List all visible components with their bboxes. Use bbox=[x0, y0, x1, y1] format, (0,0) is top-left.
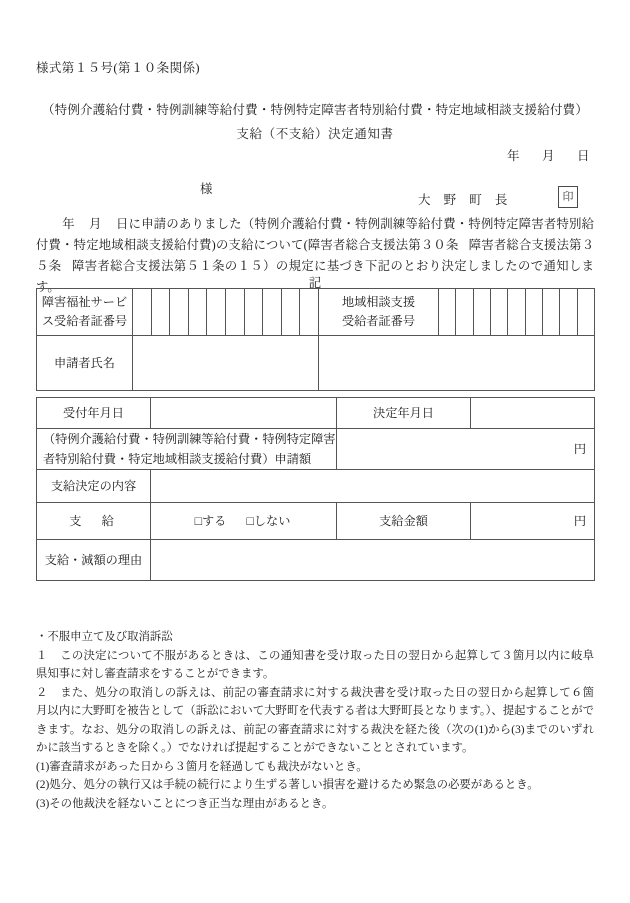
digit-cell[interactable] bbox=[560, 289, 577, 335]
digit-cell[interactable] bbox=[456, 289, 473, 335]
appeal-notice-sub-3: (3)その他裁決を経ないことにつき正当な理由があるとき。 bbox=[36, 797, 334, 810]
title-line-1: （特例介護給付費・特例訓練等給付費・特例特定障害者特別給付費・特定地域相談支援給付費） bbox=[41, 103, 589, 117]
label-receipt-date: 受付年月日 bbox=[37, 398, 151, 429]
table-row-applicant-name bbox=[37, 336, 595, 391]
receipt-date-value[interactable] bbox=[151, 398, 337, 429]
digit-cell[interactable] bbox=[226, 289, 245, 335]
decision-date-value[interactable] bbox=[471, 398, 595, 429]
digit-cell[interactable] bbox=[189, 289, 208, 335]
label-claim-amount bbox=[37, 429, 337, 470]
ki-mark: 記 bbox=[308, 276, 322, 290]
payment-choice-group[interactable] bbox=[151, 503, 337, 540]
title-block bbox=[0, 100, 630, 142]
issue-date-line bbox=[507, 146, 590, 164]
label-regional-recipient-number-line1: 地域相談支援 bbox=[341, 295, 416, 309]
appeal-item-2-number: ２ bbox=[36, 686, 48, 699]
digit-cell[interactable] bbox=[300, 289, 318, 335]
digit-cell[interactable] bbox=[543, 289, 560, 335]
body-para-text-2: 障害者総合支援法第３５条 bbox=[36, 238, 594, 273]
digit-cell[interactable] bbox=[263, 289, 282, 335]
payment-checkbox-yes[interactable]: □する bbox=[194, 513, 227, 528]
addressee-suffix: 様 bbox=[200, 182, 213, 196]
body-para-year: 年 bbox=[62, 217, 75, 231]
label-claim-amount-line2: 者特別給付費・特定地域相談支援給付費）申請額 bbox=[43, 452, 312, 466]
service-recipient-number-input[interactable] bbox=[133, 289, 319, 336]
body-para-text-3: 障害者総合支援法第５１条の１５）の規定に基づき下記のとおり決定しましたので通知します。 bbox=[36, 259, 594, 294]
digit-cell[interactable] bbox=[474, 289, 491, 335]
title-line-2: 支給（不支給）決定通知書 bbox=[236, 127, 394, 141]
payment-amount-unit: 円 bbox=[573, 513, 586, 528]
issuer-name: 大 野 町 長 bbox=[418, 193, 513, 207]
regional-recipient-number-input[interactable] bbox=[439, 289, 595, 336]
payment-checkbox-no[interactable]: □しない bbox=[246, 513, 291, 528]
body-para-month: 月 bbox=[88, 217, 102, 231]
appeal-notice-item-1 bbox=[36, 647, 594, 684]
label-regional-recipient-number-line2: 受給者証番号 bbox=[341, 314, 416, 328]
label-decision-content: 支給決定の内容 bbox=[37, 470, 151, 503]
table-row-claim-amount bbox=[37, 429, 595, 470]
claim-amount-value[interactable] bbox=[337, 429, 595, 470]
label-reduction-reason: 支給・減額の理由 bbox=[37, 540, 151, 581]
table-row-reduction-reason bbox=[37, 540, 595, 581]
appeal-item-2-text: また、処分の取消しの訴えは、前記の審査請求に対する裁決書を受け取った日の翌日から起算して６箇月以内に大野町を被告として（訴訟において大野町を代表する者は大野町長となります。）、提起することができます。なお、処分の取消しの訴えは、前記の審査請求に対する裁決を経た後（次の(1)から(3)までのいずれかに該当するときを除く。）でなければ提起することができないこととされています。 bbox=[36, 686, 594, 754]
form-number: 様式第１５号(第１０条関係) bbox=[36, 61, 200, 75]
table-row-payment bbox=[37, 503, 595, 540]
digit-cell[interactable] bbox=[439, 289, 456, 335]
payment-amount-value[interactable] bbox=[471, 503, 595, 540]
digit-cell[interactable] bbox=[207, 289, 226, 335]
label-regional-recipient-number bbox=[319, 289, 439, 336]
label-claim-amount-line1: （特例介護給付費・特例訓練等給付費・特例特定障害 bbox=[43, 432, 336, 446]
appeal-notice-heading: ・不服申立て及び取消訴訟 bbox=[36, 631, 173, 643]
issue-date-month: 月 bbox=[541, 149, 555, 163]
issue-date-day: 日 bbox=[576, 149, 590, 163]
recipient-table bbox=[36, 288, 595, 391]
appeal-notice-section bbox=[36, 628, 594, 813]
label-service-recipient-number bbox=[37, 289, 133, 336]
table-row-dates bbox=[37, 398, 595, 429]
label-service-recipient-number-line2: ス受給者証番号 bbox=[41, 314, 128, 328]
body-para-text-1: 日に申請のありました（特例介護給付費・特例訓練等給付費・特例特定障害者特別給付費・特定地域相談支援給付費)の支給について(障害者総合支援法第３０条 bbox=[36, 217, 594, 252]
label-applicant-name: 申請者氏名 bbox=[37, 336, 133, 391]
decision-content-value[interactable] bbox=[151, 470, 595, 503]
appeal-item-1-number: １ bbox=[36, 649, 48, 662]
label-payment bbox=[37, 503, 151, 540]
digit-cell[interactable] bbox=[245, 289, 264, 335]
applicant-name-value-left[interactable] bbox=[133, 336, 319, 391]
digit-cell[interactable] bbox=[152, 289, 171, 335]
digit-cell[interactable] bbox=[526, 289, 543, 335]
regional-recipient-number-digits bbox=[439, 289, 594, 335]
digit-cell[interactable] bbox=[578, 289, 594, 335]
label-decision-date: 決定年月日 bbox=[337, 398, 471, 429]
service-recipient-number-digits bbox=[133, 289, 318, 335]
digit-cell[interactable] bbox=[508, 289, 525, 335]
decision-table bbox=[36, 397, 595, 581]
applicant-name-value-right[interactable] bbox=[319, 336, 595, 391]
appeal-notice-item-2 bbox=[36, 684, 594, 758]
table-row-recipient-numbers bbox=[37, 289, 595, 336]
seal-stamp-box: 印 bbox=[558, 186, 578, 208]
appeal-notice-sub-1: (1)審査請求があった日から３箇月を経過しても裁決がないとき。 bbox=[36, 760, 368, 773]
table-row-decision-content bbox=[37, 470, 595, 503]
label-service-recipient-number-line1: 障害福祉サービ bbox=[41, 295, 128, 309]
appeal-notice-sub-2: (2)処分、処分の執行又は手続の続行により生ずる著しい損害を避けるため緊急の必要があるとき。 bbox=[36, 779, 539, 791]
digit-cell[interactable] bbox=[133, 289, 152, 335]
claim-amount-unit: 円 bbox=[573, 441, 586, 456]
digit-cell[interactable] bbox=[282, 289, 301, 335]
digit-cell[interactable] bbox=[491, 289, 508, 335]
label-payment-amount: 支給金額 bbox=[337, 503, 471, 540]
issue-date-year: 年 bbox=[506, 149, 520, 163]
digit-cell[interactable] bbox=[170, 289, 189, 335]
reduction-reason-value[interactable] bbox=[151, 540, 595, 581]
appeal-item-1-text: この決定について不服があるときは、この通知書を受け取った日の翌日から起算して３箇月以内に岐阜県知事に対し審査請求をすることができます。 bbox=[36, 649, 594, 680]
label-payment-text: 支 給 bbox=[69, 513, 118, 528]
